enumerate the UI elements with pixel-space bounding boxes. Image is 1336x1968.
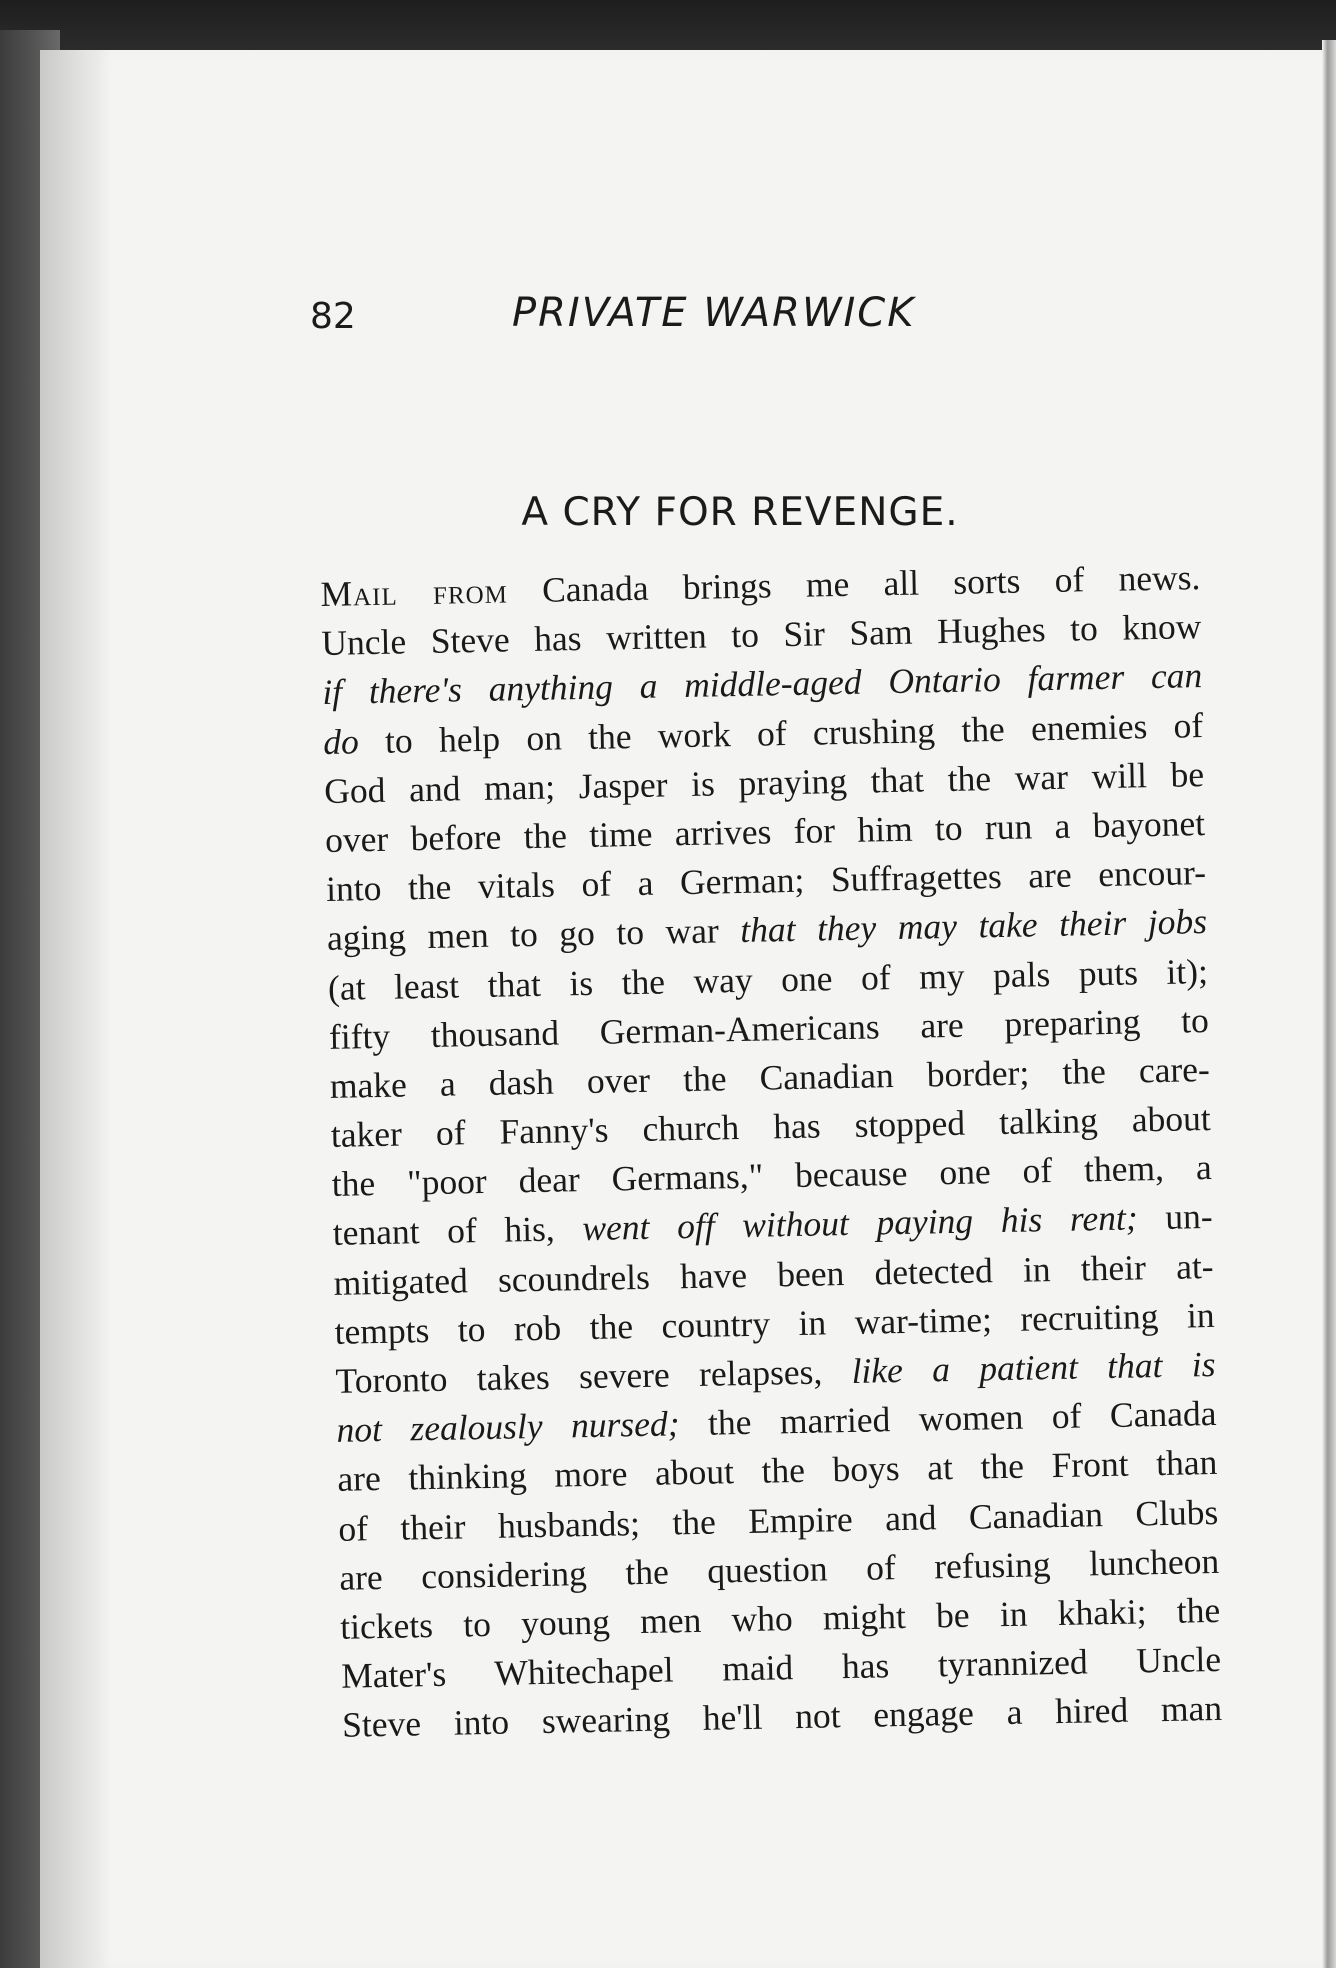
italic-text: that they may take their jobs	[739, 901, 1208, 951]
page-number: 82	[310, 296, 356, 337]
text-run: Steve into swearing he'll not engage a hired man	[341, 1688, 1223, 1746]
italic-text: went off without paying his rent;	[582, 1197, 1138, 1249]
italic-text: like a patient that is	[851, 1343, 1216, 1391]
text-run: the "poor dear Germans," because one of them, a	[331, 1147, 1213, 1205]
text-run: aging men to go to war	[326, 910, 741, 959]
text-run: to help on the work of crushing the enemies of	[358, 704, 1204, 761]
text-run: tickets to young men who might be in khaki; the	[339, 1589, 1221, 1647]
running-head	[310, 290, 1010, 350]
italic-text: do	[322, 720, 360, 762]
text-run: of their husbands; the Empire and Canadian Clubs	[338, 1491, 1219, 1549]
text-run: un-	[1137, 1196, 1213, 1238]
text-run: (at least that is the way one of my pals puts it);	[327, 950, 1209, 1008]
text-run: tenant of his,	[332, 1208, 583, 1254]
small-caps-text: Mail from	[320, 570, 509, 614]
text-run: Toronto takes severe relapses,	[335, 1350, 852, 1401]
scanner-top-shadow	[0, 0, 1336, 52]
page-gutter-shadow	[40, 50, 110, 1968]
text-run: the married women of Canada	[679, 1393, 1217, 1444]
text-run: over before the time arrives for him to run a bayonet	[324, 802, 1206, 860]
text-run: Mater's Whitechapel maid has tyrannized Uncle	[340, 1639, 1222, 1696]
chapter-title: A CRY FOR REVENGE.	[521, 490, 959, 535]
text-run: are thinking more about the boys at the Front than	[337, 1442, 1218, 1500]
text-run: Canada brings me all sorts of news.	[507, 557, 1201, 611]
text-run: tempts to rob the country in war-time; recruiting in	[334, 1294, 1215, 1352]
book-title: PRIVATE WARWICK	[512, 290, 916, 336]
text-run: taker of Fanny's church has stopped talking about	[330, 1098, 1212, 1155]
body-text	[320, 553, 1223, 1750]
text-run: make a dash over the Canadian border; the care-	[329, 1048, 1211, 1106]
italic-text: not zealously nursed;	[336, 1403, 680, 1451]
text-run: into the vitals of a German; Suffragettes are encour-	[325, 852, 1207, 910]
page-right-edge	[1322, 40, 1336, 1968]
text-run: mitigated scoundrels have been detected in their at-	[333, 1245, 1214, 1303]
italic-text: if there's anything a middle-aged Ontario farmer can	[321, 655, 1203, 713]
text-run: Uncle Steve has written to Sir Sam Hughes to know	[321, 606, 1202, 664]
text-run: fifty thousand German-Americans are preparing to	[328, 999, 1210, 1057]
text-run: are considering the question of refusing luncheon	[338, 1540, 1220, 1598]
text-run: God and man; Jasper is praying that the war will be	[323, 753, 1205, 811]
